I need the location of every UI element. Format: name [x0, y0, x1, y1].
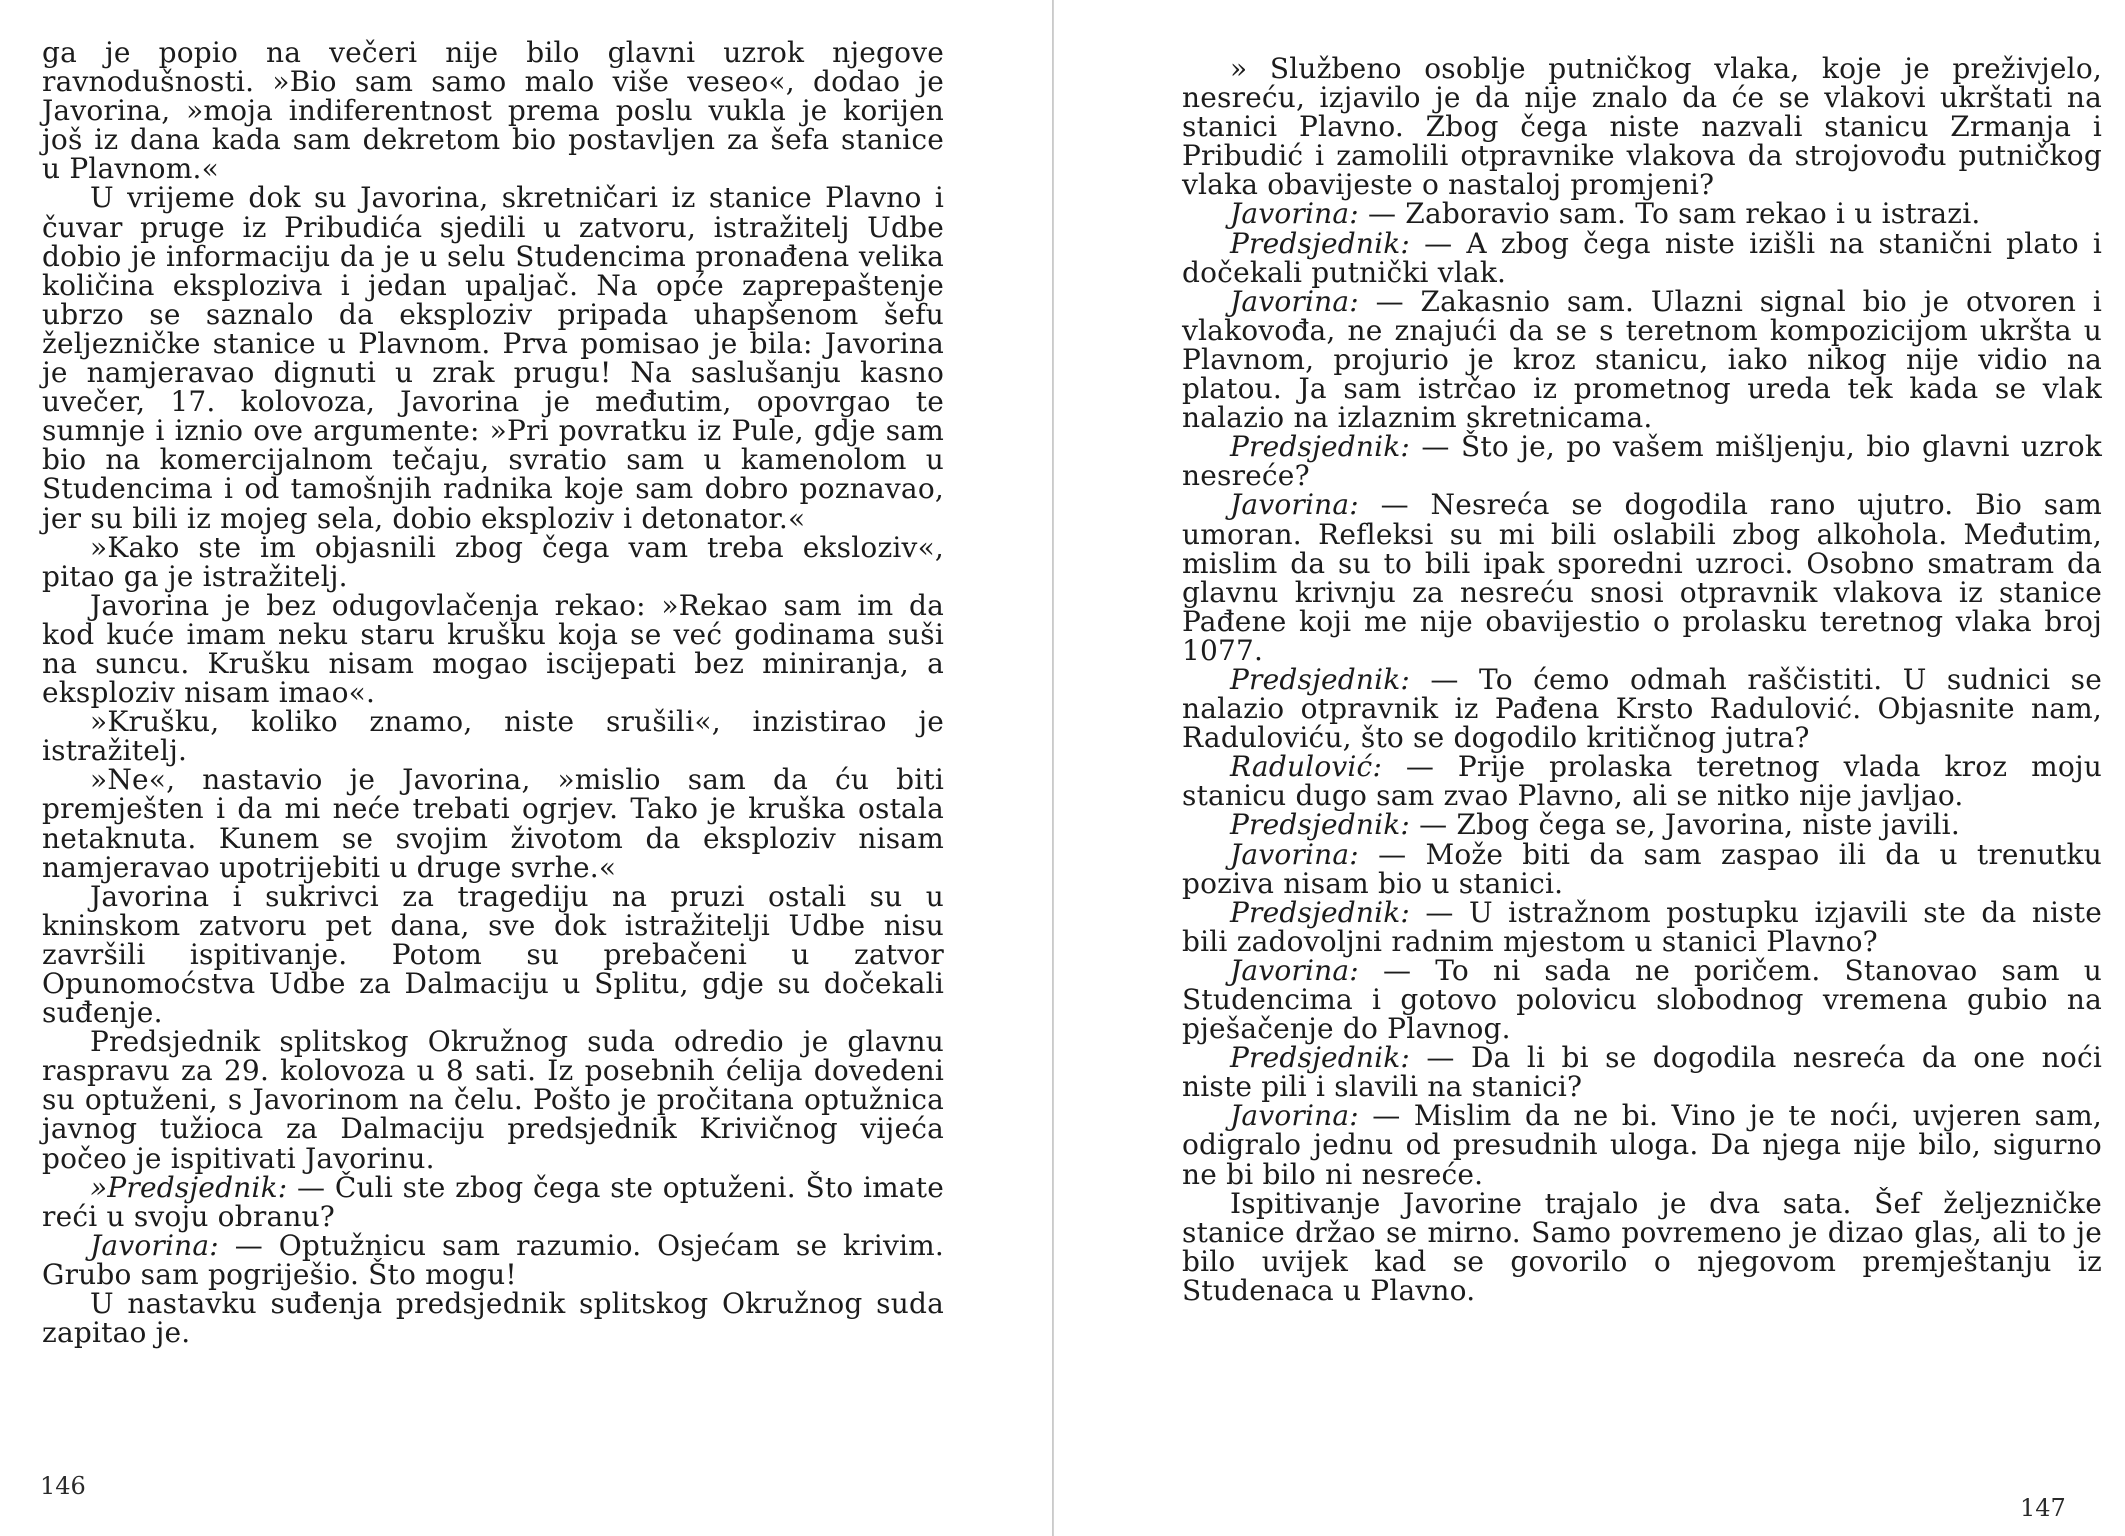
speaker-label: Javorina:: [1230, 197, 1359, 231]
paragraph-text: — Čuli ste zbog čega ste optuženi. Što imate reći u svoju obranu?: [42, 1170, 944, 1233]
paragraph: [42, 36, 944, 186]
paragraph: [42, 588, 944, 710]
right-page-text: [1182, 54, 2102, 1305]
paragraph: [42, 763, 944, 884]
speaker-label: Javorina:: [1230, 1099, 1359, 1133]
paragraph: [42, 879, 944, 1030]
paragraph-text: — Mislim da ne bi. Vino je te noći, uvjeren sam, odigralo jednu od presudnih uloga. Da njega nije bilo, sigurno ne bi bilo ni nesreće.: [1182, 1099, 2102, 1191]
paragraph: [42, 181, 944, 535]
paragraph: [42, 705, 944, 768]
paragraph: [1182, 1186, 2102, 1307]
paragraph-text: — Nesreća se dogodila rano ujutro. Bio sam umoran. Refleksi su mi bili oslabili zbog alkohola. Međutim, mislim da su to bili ipak sporedni uzroci. Osobno smatram da glavnu krivnju za nesreću snosi otpravnik vlakova iz stanice Pađene koji me nije obavijestio o prolasku teretnog vlaka broj 1077.: [1182, 488, 2102, 667]
paragraph-text: » Službeno osoblje putničkog vlaka, koje je preživjelo, nesreću, izjavilo je da nije znalo da će se vlakovi ukrštati na stanici Plavno. Zbog čega niste nazvali stanicu Zrmanja i Pribudić i zamolili otpravnike vlakova da strojovođu putničkog vlaka obavijeste o nastaloj promjeni?: [1182, 52, 2102, 202]
paragraph: [42, 530, 944, 593]
paragraph-text: — To ni sada ne poričem. Stanovao sam u Studencima i gotovo polovicu slobodnog vremena gubio na pješačenje do Plavnog.: [1182, 953, 2102, 1046]
paragraph-text: Javorina i sukrivci za tragediju na pruzi ostali su u kninskom zatvoru pet dana, sve dok istražitelji Udbe nisu završili ispitivanje. Potom su prebačeni u zatvor Opunomoćstva Udbe za Dalmaciju u Splitu, gdje su dočekali suđenje.: [42, 879, 944, 1030]
speaker-label: Javorina:: [90, 1228, 219, 1262]
speaker-label: Predsjednik:: [1230, 808, 1411, 842]
paragraph: [42, 1228, 944, 1291]
paragraph-text: Ispitivanje Javorine trajalo je dva sata. Šef željezničke stanice držao se mirno. Samo povremeno je dizao glas, ali to je bilo uvijek kad se govorilo o njegovom premještanju iz Studenaca u Plavno.: [1182, 1186, 2102, 1307]
speaker-label: »Predsjednik:: [90, 1170, 288, 1204]
paragraph: [1182, 52, 2102, 202]
paragraph-text: — A zbog čega niste izišli na stanični plato i dočekali putnički vlak.: [1182, 226, 2102, 289]
paragraph: [1182, 430, 2102, 493]
paragraph: [1182, 837, 2102, 900]
speaker-label: Predsjednik:: [1230, 430, 1411, 464]
paragraph-text: — Zakasnio sam. Ulazni signal bio je otvoren i vlakovođa, ne znajući da se s teretnom kompozicijom ukršta u Plavnom, projurio je kroz stanicu, iako nikog nije vidio na platou. Ja sam istrčao iz prometnog ureda tek kada se vlak nalazio na izlaznim skretnicama.: [1182, 284, 2102, 435]
paragraph-text: — To ćemo odmah raščistiti. U sudnici se nalazio otpravnik iz Pađena Krsto Radulović. Objasnite nam, Raduloviću, što se dogodilo kritičnog jutra?: [1182, 662, 2102, 755]
paragraph-text: — Prije prolaska teretnog vlada kroz moju stanicu dugo sam zvao Plavno, ali se nitko nije javljao.: [1182, 750, 2102, 813]
page-number-right: 147: [2020, 1494, 2066, 1522]
paragraph: [1182, 197, 2102, 231]
paragraph: [42, 1287, 944, 1350]
speaker-label: Javorina:: [1230, 953, 1359, 987]
paragraph: [1182, 490, 2102, 665]
paragraph-text: — Zaboravio sam. To sam rekao i u istrazi.: [1358, 197, 1981, 231]
speaker-label: Javorina:: [1230, 488, 1359, 522]
speaker-label: Predsjednik:: [1230, 895, 1411, 929]
paragraph-text: »Kako ste im objasnili zbog čega vam treba eksloziv«, pitao ga je istražitelj.: [42, 530, 944, 593]
speaker-label: Radulović:: [1230, 750, 1383, 784]
paragraph: [1182, 750, 2102, 813]
paragraph-text: ga je popio na večeri nije bilo glavni uzrok njegove ravnodušnosti. »Bio sam samo malo više veseo«, dodao je Javorina, »moja indiferentnost prema poslu vukla je korijen još iz dana kada sam dekretom bio postavljen za šefa stanice u Plavnom.«: [42, 36, 944, 186]
paragraph-text: — Optužnicu sam razumio. Osjećam se krivim. Grubo sam pogriješio. Što mogu!: [42, 1228, 944, 1291]
right-page: [1054, 0, 2125, 1536]
paragraph-text: »Krušku, koliko znamo, niste srušili«, inzistirao je istražitelj.: [42, 705, 944, 768]
speaker-label: Javorina:: [1230, 837, 1359, 871]
paragraph-text: — Što je, po vašem mišljenju, bio glavni uzrok nesreće?: [1182, 430, 2102, 493]
paragraph-text: — U istražnom postupku izjavili ste da niste bili zadovoljni radnim mjestom u stanici Plavno?: [1182, 895, 2102, 958]
paragraph-text: — Zbog čega se, Javorina, niste javili.: [1410, 808, 1960, 842]
paragraph-text: — Da li bi se dogodila nesreća da one noći niste pili i slavili na stanici?: [1182, 1041, 2102, 1104]
page-number-left: 146: [40, 1472, 86, 1500]
paragraph-text: U nastavku suđenja predsjednik splitskog Okružnog suda zapitao je.: [42, 1287, 944, 1350]
paragraph-text: Predsjednik splitskog Okružnog suda odredio je glavnu raspravu za 29. kolovoza u 8 sati. Iz posebnih ćelija dovedeni su optuženi, s Javorinom na čelu. Pošto je pročitana optužnica javnog tužioca za Dalmaciju predsjednik Krivičnog vijeća počeo je ispitivati Javorinu.: [42, 1025, 944, 1175]
paragraph: [42, 1025, 944, 1175]
paragraph-text: U vrijeme dok su Javorina, skretničari iz stanice Plavno i čuvar pruge iz Pribudića sjedili u zatvoru, istražitelj Udbe dobio je informaciju da je u selu Studencima pronađena velika količina eksploziva i jedan upaljač. Na opće zaprepaštenje ubrzo se saznalo da eksploziv pripada uhapšenom šefu željezničke stanice u Plavnom. Prva pomisao je bila: Javorina je namjeravao dignuti u zrak prugu! Na saslušanju kasno uvečer, 17. kolovoza, Javorina je međutim, opovrgao te sumnje i iznio ove argumente: »Pri povratku iz Pule, gdje sam bio na komercijalnom tečaju, svratio sam u kamenolom u Studencima i od tamošnjih radnika koje sam dobro poznavao, jer su bili iz mojeg sela, dobio eksploziv i detonator.«: [42, 181, 944, 535]
speaker-label: Javorina:: [1230, 284, 1359, 318]
paragraph: [1182, 953, 2102, 1046]
speaker-label: Predsjednik:: [1230, 662, 1411, 696]
paragraph: [1182, 284, 2102, 435]
paragraph: [1182, 895, 2102, 958]
paragraph-text: — Može biti da sam zaspao ili da u trenutku poziva nisam bio u stanici.: [1182, 837, 2102, 900]
paragraph-text: Javorina je bez odugovlačenja rekao: »Rekao sam im da kod kuće imam neku staru krušku koja se već godinama suši na suncu. Krušku nisam mogao iscijepati bez miniranja, a eksploziv nisam imao«.: [42, 588, 944, 710]
speaker-label: Predsjednik:: [1230, 226, 1411, 260]
paragraph: [1182, 1041, 2102, 1104]
paragraph: [1182, 226, 2102, 289]
left-page-text: [42, 36, 944, 1350]
paragraph-text: »Ne«, nastavio je Javorina, »mislio sam da ću biti premješten i da mi neće trebati ogrjev. Tako je kruška ostala netaknuta. Kunem se svojim životom da eksploziv nisam namjeravao upotrijebiti u druge svrhe.«: [42, 763, 944, 884]
paragraph: [42, 1170, 944, 1233]
paragraph: [1182, 662, 2102, 755]
left-page: [0, 0, 1052, 1536]
speaker-label: Predsjednik:: [1230, 1041, 1411, 1075]
paragraph: [1182, 1099, 2102, 1191]
paragraph: [1182, 808, 2102, 842]
